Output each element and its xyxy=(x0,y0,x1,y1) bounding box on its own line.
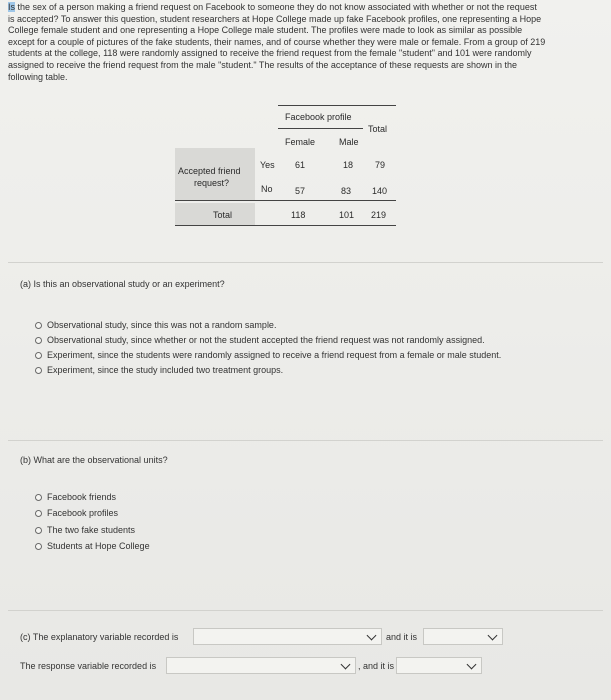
cell-no-female: 57 xyxy=(295,186,306,196)
intro-line: is accepted? To answer this question, student researchers at Hope College made up fake Facebook profiles, one representing a Hope xyxy=(8,13,542,24)
header-female: Female xyxy=(285,137,316,147)
chevron-down-icon xyxy=(488,631,498,641)
option-a2[interactable]: Observational study, since whether or not the student accepted the friend request was not randomly assigned. xyxy=(35,335,485,345)
intro-line: following table. xyxy=(8,71,68,82)
total-row-label: Total xyxy=(213,210,233,220)
option-b4[interactable]: Students at Hope College xyxy=(35,541,150,551)
row-label: Accepted friend xyxy=(178,166,241,176)
radio-icon[interactable] xyxy=(35,494,42,501)
question-a: (a) Is this an observational study or an experiment? xyxy=(20,279,225,289)
chevron-down-icon xyxy=(467,660,477,670)
divider xyxy=(8,440,603,441)
option-a3[interactable]: Experiment, since the students were randomly assigned to receive a friend request from a female or male student. xyxy=(35,350,501,360)
intro-line: assigned to receive the friend request from the male "student." The results of the acceptance of these requests are shown in the xyxy=(8,59,518,70)
radio-icon[interactable] xyxy=(35,367,42,374)
and-it-is-label: , and it is xyxy=(358,661,395,671)
response-label: The response variable recorded is xyxy=(20,661,157,671)
radio-icon[interactable] xyxy=(35,352,42,359)
radio-icon[interactable] xyxy=(35,527,42,534)
cell-no-male: 83 xyxy=(341,186,352,196)
yes-label: Yes xyxy=(260,160,275,170)
explanatory-type-select[interactable] xyxy=(423,628,503,645)
option-a4[interactable]: Experiment, since the study included two treatment groups. xyxy=(35,365,283,375)
option-a1[interactable]: Observational study, since this was not a random sample. xyxy=(35,320,276,330)
header-total: Total xyxy=(368,124,388,134)
cell-total-female: 118 xyxy=(291,210,306,220)
cell-total-total: 219 xyxy=(371,210,387,220)
intro-line: College female student and one representing a Hope College male student. The profiles were made to look as similar as possible xyxy=(8,25,523,36)
response-type-select[interactable] xyxy=(396,657,482,674)
intro-line: the sex of a person making a friend request on Facebook to someone they do not know associated with whether or not the request xyxy=(15,2,537,12)
cell-yes-total: 79 xyxy=(375,160,386,170)
header-rule xyxy=(278,128,363,129)
question-b: (b) What are the observational units? xyxy=(20,455,168,465)
intro-line: except for a couple of pictures of the fake students, their names, and of course whether they were male or female. From a group of 219 xyxy=(8,36,546,47)
explanatory-variable-select[interactable] xyxy=(193,628,382,645)
response-variable-select[interactable] xyxy=(166,657,356,674)
header-facebook-profile: Facebook profile xyxy=(285,112,352,122)
header-male: Male xyxy=(339,137,359,147)
divider xyxy=(8,262,603,263)
divider xyxy=(8,610,603,611)
option-b3[interactable]: The two fake students xyxy=(35,525,135,535)
intro-line: students at the college, 118 were randomly assigned to receive the friend request from the female "student" and 101 were randomly xyxy=(8,48,532,59)
table-top-rule xyxy=(278,105,396,106)
chevron-down-icon xyxy=(341,660,351,670)
totals-rule xyxy=(175,200,396,201)
problem-statement xyxy=(8,2,593,83)
radio-icon[interactable] xyxy=(35,510,42,517)
option-b2[interactable]: Facebook profiles xyxy=(35,508,118,518)
chevron-down-icon xyxy=(367,631,377,641)
radio-icon[interactable] xyxy=(35,337,42,344)
cell-yes-female: 61 xyxy=(295,160,306,170)
no-label: No xyxy=(261,184,273,194)
option-b1[interactable]: Facebook friends xyxy=(35,492,116,502)
cell-no-total: 140 xyxy=(372,186,388,196)
and-it-is-label: and it is xyxy=(386,632,418,642)
radio-icon[interactable] xyxy=(35,322,42,329)
radio-icon[interactable] xyxy=(35,543,42,550)
table-bottom-rule xyxy=(175,225,396,226)
cell-total-male: 101 xyxy=(339,210,355,220)
highlighted-text: Is xyxy=(8,2,16,12)
row-label: request? xyxy=(194,178,230,188)
explanatory-label: (c) The explanatory variable recorded is xyxy=(20,632,179,642)
cell-yes-male: 18 xyxy=(343,160,354,170)
